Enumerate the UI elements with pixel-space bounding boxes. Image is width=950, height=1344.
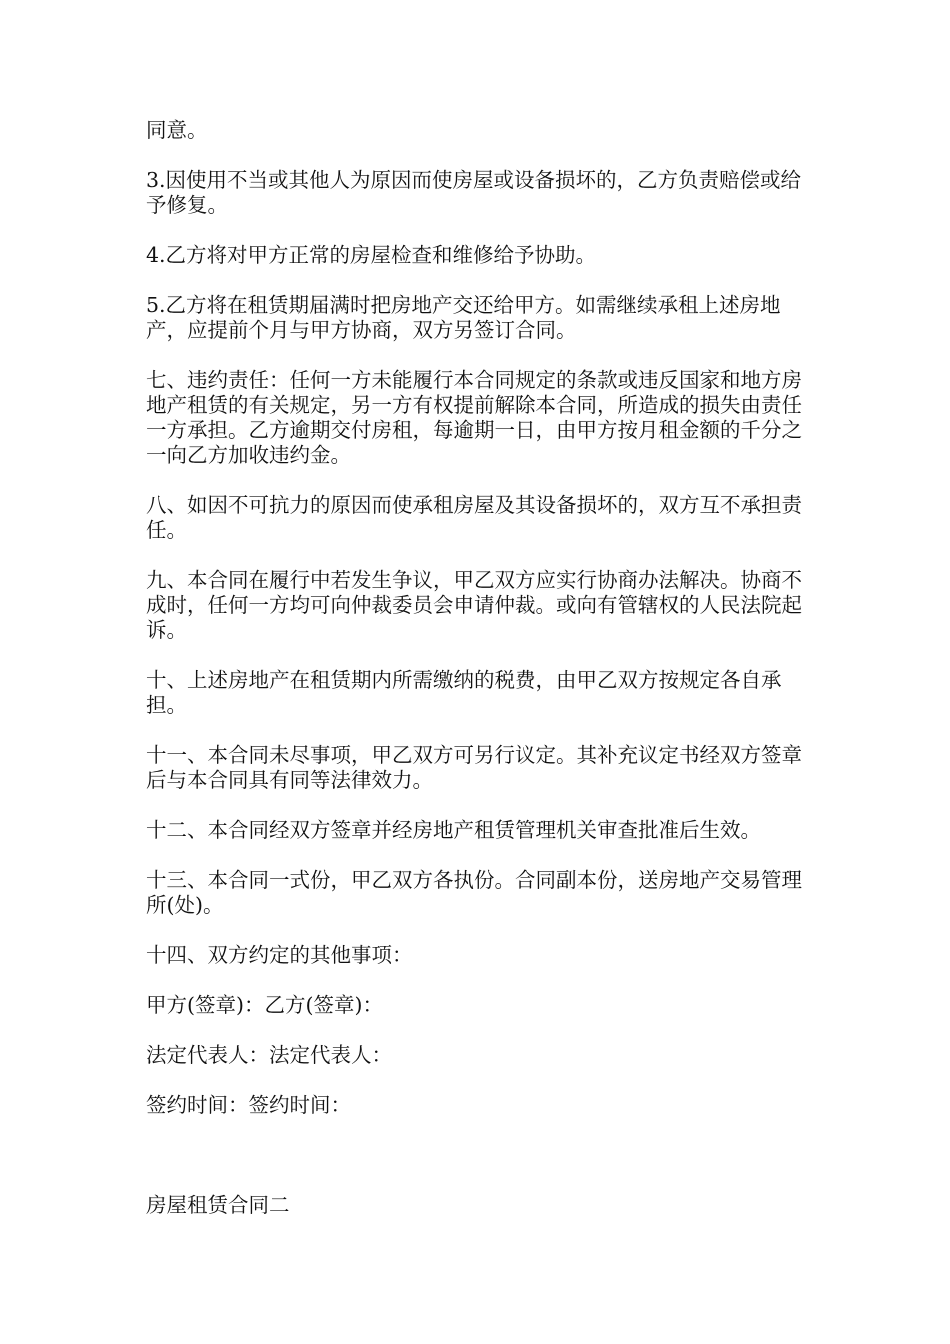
document-page <box>146 118 811 1218</box>
paragraph-clause-4: 4.乙方将对甲方正常的房屋检查和维修给予协助。 <box>146 243 597 267</box>
signature-line-representatives: 法定代表人：法定代表人： <box>146 1043 392 1067</box>
signature-line-parties: 甲方(签章)：乙方(签章)： <box>146 993 383 1017</box>
signature-line-dates: 签约时间：签约时间： <box>146 1093 351 1117</box>
paragraph-article-13: 十三、本合同一式份，甲乙双方各执份。合同副本份，送房地产交易管理所(处)。 <box>146 868 802 917</box>
paragraph-consent: 同意。 <box>146 118 208 142</box>
paragraph-article-7: 七、违约责任：任何一方未能履行本合同规定的条款或违反国家和地方房地产租赁的有关规定，另一方有权提前解除本合同，所造成的损失由责任一方承担。乙方逾期交付房租，每逾期一日，由甲方按月租金额的千分之一向乙方加收违约金。 <box>146 368 802 467</box>
paragraph-clause-5: 5.乙方将在租赁期届满时把房地产交还给甲方。如需继续承租上述房地产，应提前个月与甲方协商，双方另签订合同。 <box>146 293 781 342</box>
paragraph-article-8: 八、如因不可抗力的原因而使承租房屋及其设备损坏的，双方互不承担责任。 <box>146 493 802 542</box>
next-contract-heading: 房屋租赁合同二 <box>146 1193 290 1217</box>
paragraph-article-9: 九、本合同在履行中若发生争议，甲乙双方应实行协商办法解决。协商不成时，任何一方均可向仲裁委员会申请仲裁。或向有管辖权的人民法院起诉。 <box>146 568 802 642</box>
paragraph-article-14: 十四、双方约定的其他事项： <box>146 943 413 967</box>
paragraph-article-11: 十一、本合同未尽事项，甲乙双方可另行议定。其补充议定书经双方签章后与本合同具有同等法律效力。 <box>146 743 802 792</box>
paragraph-article-12: 十二、本合同经双方签章并经房地产租赁管理机关审查批准后生效。 <box>146 818 761 842</box>
paragraph-article-10: 十、上述房地产在租赁期内所需缴纳的税费，由甲乙双方按规定各自承担。 <box>146 668 782 717</box>
paragraph-clause-3: 3.因使用不当或其他人为原因而使房屋或设备损坏的，乙方负责赔偿或给予修复。 <box>146 168 802 217</box>
section-spacer <box>146 1143 811 1193</box>
